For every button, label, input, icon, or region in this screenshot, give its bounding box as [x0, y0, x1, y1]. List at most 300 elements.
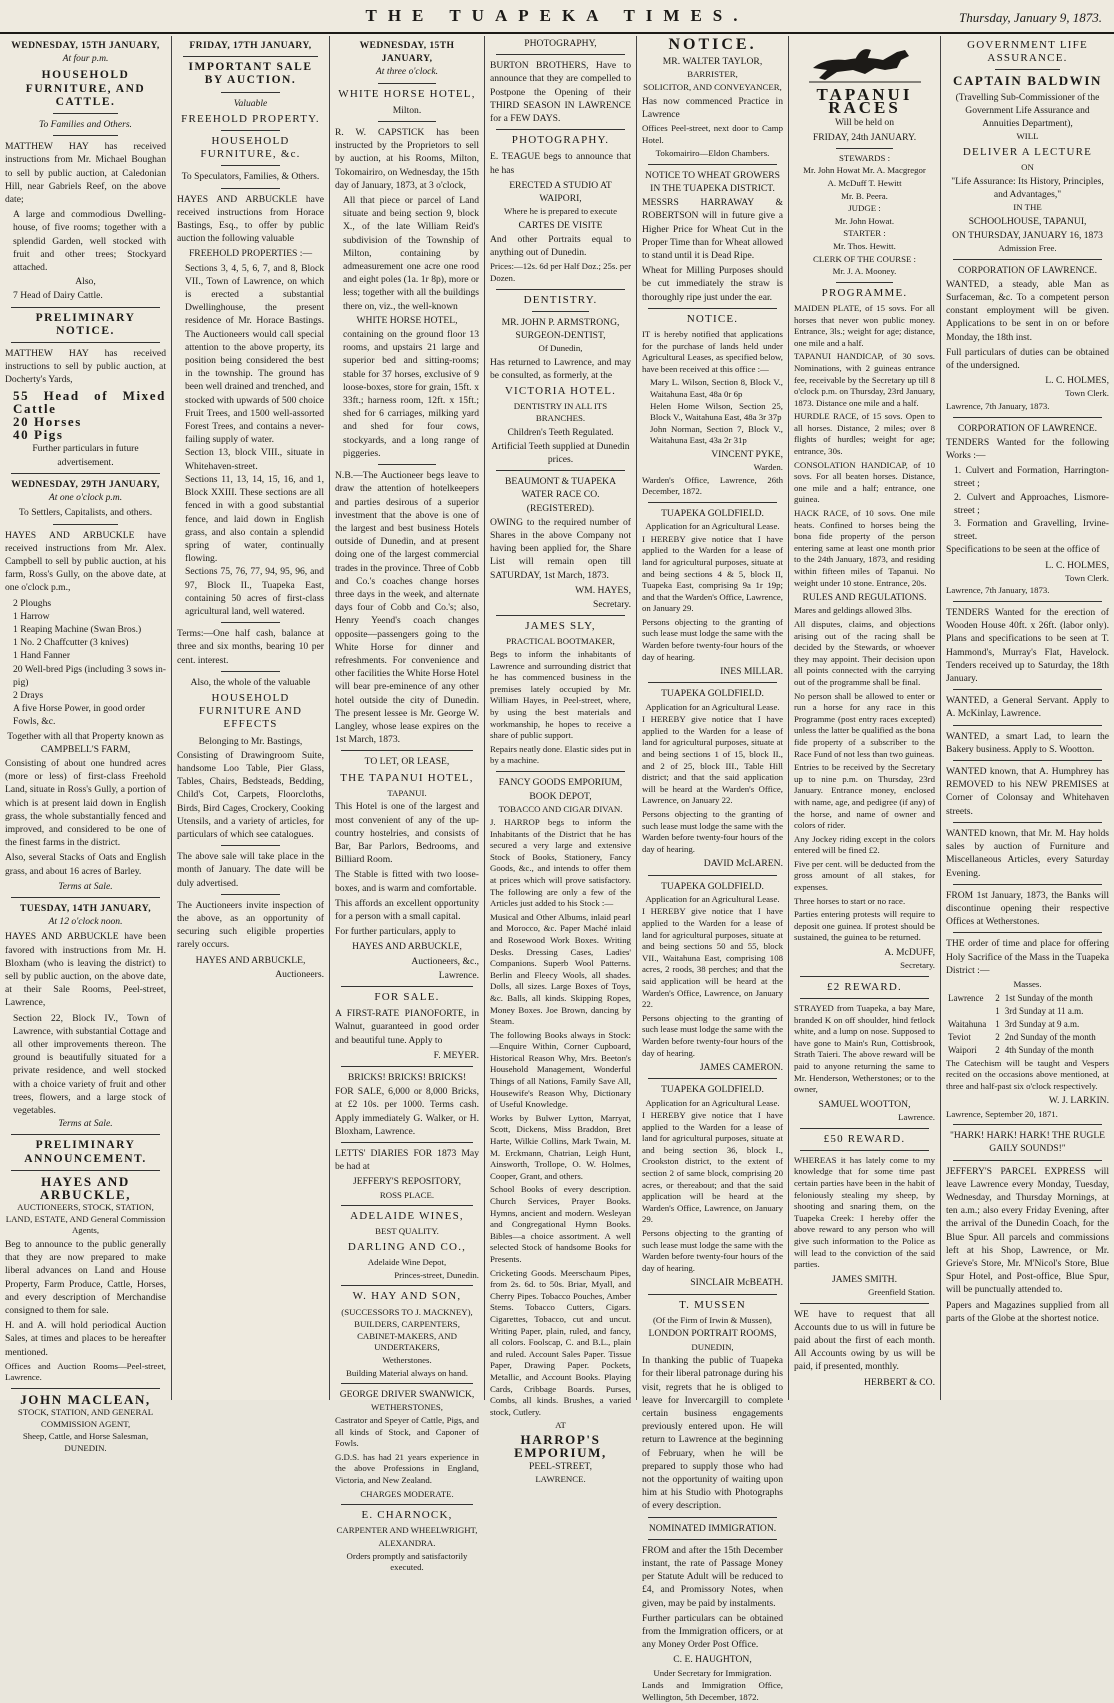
ad-body: I HEREBY give notice that I have applied to the Warden for a lease of land for agricultural purposes, situate at and being sections 1 of 15, block II., and 2 of 25, block III., Table Hill district; and that the said application will be heard at the Warden's Office, Lawrence, on January 22.	[642, 714, 783, 806]
ad-item: containing on the ground floor 13 rooms, and upstairs 21 large and superior bed and sitting-rooms; stable for 37 horses, exclusive of 9 loose-boxes, store for grain, 15ft. x 33ft.; harness room, 12ft. x 15ft.; shed for 6 carriages, milking yard and shed for four cows, stockyards, and a long range of piggeries.	[343, 329, 479, 459]
ad-title: JAMES SLY,	[525, 620, 596, 633]
table-cell: Waipori	[948, 1045, 977, 1056]
ad-subtitle: BARRISTER,	[687, 69, 738, 80]
ad-firm-sub: Sheep, Cattle, and Horse Salesman, DUNEDIN.	[22, 1431, 149, 1454]
ad-place: VICTORIA HOTEL.	[504, 385, 617, 398]
ad-title: TUAPEKA GOLDFIELD.	[661, 880, 764, 892]
table-cell: 2	[995, 992, 1000, 1003]
rule-entry: All disputes, claims, and objections arising out of the racing shall be decided by the Stewards, or whoever they may appoint. Their decision upon all points connected with the carrying out of the programme shall be final.	[794, 619, 935, 687]
ad-body: HAYES AND ARBUCKLE have received instructions from Mr. Alex. Campbell to sell by public auction, at his farm, Ross's Gully, on the above date, at one o'clock p.m.,	[5, 529, 166, 594]
table-cell: 1st Sunday of the month	[1004, 992, 1093, 1003]
ad-footer: CHARGES MODERATE.	[360, 1488, 454, 1499]
ad-person: Mr. J. A. Mooney.	[832, 266, 897, 277]
ad-body: OWING to the required number of Shares in the above Company not having been applied for, the Share List will remain open till SATURDAY, 1st March, 1873.	[490, 516, 631, 581]
column-7	[941, 36, 1114, 1400]
race-entry: CONSOLATION HANDICAP, of 10 sovs. For all beaten horses. Distance, one mile and a half; entrance, one guinea.	[794, 459, 935, 505]
ad-body: MESSRS HARRAWAY & ROBERTSON will in future give a Higher Price for Wheat Cut in the Proper Time than for Wheat allowed to stand until it is Dead Ripe.	[642, 197, 783, 261]
ad-subtitle: RULES AND REGULATIONS.	[802, 592, 927, 604]
ad-subtitle: TOBACCO AND CIGAR DIVAN.	[498, 804, 623, 815]
column-1	[0, 36, 172, 1454]
rule-entry: Three horses to start or no race.	[794, 895, 906, 906]
ad-signature: L. C. HOLMES,	[1045, 375, 1109, 387]
ad-body: Specifications to be seen at the office of	[946, 544, 1100, 556]
ad-title: FANCY GOODS EMPORIUM,	[498, 777, 623, 788]
table-row	[946, 1031, 1109, 1044]
rule-entry: No person shall be allowed to enter or run a horse for any race in this Programme (post entry races excepted) unless the latter be qualified as the bona fide property of a subscriber to the Race Fund of not less than two guineas.	[794, 690, 935, 759]
ad-subtitle: Belonging to Mr. Bastings,	[198, 735, 303, 747]
ad-firm: DARLING AND CO.,	[347, 1241, 467, 1254]
rule-entry: Parties entering protests will require to deposit one guinea. If protest should be sustained, the guinea to be returned.	[794, 909, 935, 943]
ad-person: Mr. B. Peera.	[841, 190, 888, 201]
ad-footer: Orders promptly and satisfactorily executed.	[346, 1550, 468, 1573]
ad-subtitle: Application for an Agricultural Lease.	[645, 701, 780, 712]
ad-role: JUDGE :	[848, 203, 881, 214]
ad-person: Mr. John Howat Mr. A. Macgregor	[803, 165, 926, 176]
ad-body: Beg to announce to the public generally that they are now prepared to make liberal advances on Land and House Property, Farm Produce, Cattle, Horses, and every description of Merchandise consigned to them for sale.	[5, 1239, 166, 1317]
ad-date: Lawrence, 7th January, 1873.	[946, 585, 1050, 596]
ad-place: SCHOOLHOUSE, TAPANUI,	[968, 215, 1087, 227]
column-6	[789, 36, 941, 1400]
ad-date: Lawrence, 7th January, 1873.	[946, 401, 1050, 412]
ad-date: FRIDAY, 17TH JANUARY,	[189, 40, 312, 51]
ad-item: Sections 11, 13, 14, 15, 16, and 1, Block XXIII. These sections are all fenced in with a good substantial fence, and laid down in English grass, and also contain a splendid spring of water, continually flowing.	[185, 473, 324, 565]
ad-signature: W. J. LARKIN.	[1048, 1095, 1109, 1107]
ad-subtitle: (SUCCESSORS TO J. MACKNEY),	[341, 1306, 473, 1317]
ad-title: BEAUMONT & TUAPEKA WATER RACE CO. (REGISTERED).	[504, 476, 617, 514]
ad-body: IT is hereby notified that applications for the purchase of lands held under Agricultural Leases, as specified below, have been received at this office :—	[642, 329, 783, 374]
ad-role: CLERK OF THE COURSE :	[813, 253, 916, 264]
ad-subtitle: WHITE HORSE HOTEL,	[356, 314, 458, 326]
ad-body: Persons objecting to the granting of such lease must lodge the same with the Warden before twenty-four hours of the day of hearing.	[642, 616, 783, 662]
ad-role: STEWARDS :	[838, 152, 891, 163]
ad-signature: WM. HAYES,	[575, 584, 631, 596]
ad-signature: Secretary.	[593, 599, 631, 611]
ad-signature: SINCLAIR McBEATH.	[690, 1277, 783, 1289]
ad-also: Also, the whole of the valuable	[190, 676, 311, 688]
ad-item: Helen Home Wilson, Section 25, Block V., Waitahuna East, 48a 3r 37p	[650, 400, 783, 423]
table-row	[946, 1044, 1109, 1057]
ad-body: Also, several Stacks of Oats and English grass, and about 16 acres of Barley.	[5, 852, 166, 877]
ad-item: 2. Culvert and Approaches, Lismore-street ;	[954, 491, 1109, 516]
rule-entry: Any Jockey riding except in the colors entered will be fined £2.	[794, 833, 935, 856]
ad-item: All that piece or parcel of Land situate and being section 9, block X., of the late William Reid's subdivision of the Township of Milton, containing by admeasurement one acre one rood and eight poles (1a. 1r 8p), more or less; together with all the buildings there on, viz., the well-known	[343, 195, 479, 312]
ad-signature: Greenfield Station.	[868, 1286, 935, 1297]
ad-item: A five Horse Power, in good order	[13, 703, 146, 715]
ad-place: WETHERSTONES,	[371, 1402, 443, 1413]
ad-subtitle: Application for an Agricultural Lease.	[645, 1097, 780, 1108]
table-cell: 2	[995, 1032, 1000, 1043]
ad-role: STARTER :	[843, 228, 886, 239]
ad-body: Castrator and Speyer of Cattle, Pigs, and all kinds of Stock, and Caponer of Fowls.	[335, 1414, 479, 1449]
column-5	[637, 36, 789, 1702]
table-cell: 1	[995, 1018, 1000, 1029]
ad-item: Mary L. Wilson, Section 8, Block V., Waitahuna East, 48a 0r 6p	[650, 377, 783, 399]
ad-body: FROM 1st January, 1873, the Banks will discontinue opening their respective Offices at Wetherstones.	[946, 889, 1109, 928]
ad-person: Mr. Thos. Hewitt.	[833, 240, 896, 251]
ad-body: H. and A. will hold periodical Auction Sales, at times and places to be hereafter mentioned.	[5, 1320, 166, 1358]
ad-body: WANTED known, that Mr. M. Hay holds sales by auction of Furniture and Miscellaneous Articles, every Saturday Evening.	[946, 827, 1109, 879]
ad-subtitle: IN THE	[1013, 202, 1042, 213]
ad-body: The above sale will take place in the month of January. The date will be duly advertised.	[177, 851, 324, 889]
ad-item: A large and commodious Dwelling-house, of five rooms; together with a splendid Garden, well stocked with fruit and other trees; Stockyard attached.	[13, 209, 166, 274]
ad-subtitle: MR. WALTER TAYLOR,	[662, 56, 763, 68]
ad-title: NOTICE.	[668, 36, 757, 53]
ad-body: HAYES AND ARBUCKLE have received instructions from Horace Bastings, Esq., to offer by public auction the following valuable	[177, 193, 324, 245]
ad-date: Lawrence, September 20, 1871.	[946, 1108, 1058, 1119]
race-entry: TAPANUI HANDICAP, of 30 sovs. Nominations, with 2 guineas entrance fee, receivable by the Secretary up till 8 o'clock p.m. on Thursday, 23rd January, 1873. Distance one mile and a half.	[794, 351, 935, 408]
ad-item: 1 Hand Fanner	[13, 650, 71, 662]
ad-body: I HEREBY give notice that I have applied to the Warden for a lease of land for agricultural purposes, situate at and being sections 4 & 5, block II, Tuapeka East, comprising 9a 1r 19p; and that the Warden's Office, Lawrence, on January 29.	[642, 533, 783, 614]
ad-terms: Terms:—One half cash, balance at three and six months, bearing 10 per cent. interest.	[177, 628, 324, 666]
race-entry: HACK RACE, of 10 sovs. One mile heats. Confined to horses being the bona fide property of the person entering same at least one month prior to the 24th January, 1873, and residing within fifteen miles of Tapanui. No weight under 10 stone. Entrance, 20s.	[794, 508, 935, 588]
ad-subtitle: CARTES DE VISITE	[518, 219, 603, 231]
table-cell: Waitahuna	[948, 1018, 987, 1029]
ad-firm: HAYES AND ARBUCKLE,	[39, 1173, 132, 1203]
ad-place: TAPANUI.	[387, 787, 427, 798]
ad-signature: VINCENT PYKE,	[711, 448, 783, 460]
ad-item: 1 No. 2 Chaffcutter (3 knives)	[13, 637, 129, 649]
ad-title: W. HAY AND SON,	[352, 1290, 462, 1303]
ad-time: At three o'clock.	[375, 66, 439, 78]
ad-title: TUAPEKA GOLDFIELD.	[661, 688, 764, 700]
ad-address: LAWRENCE.	[535, 1474, 586, 1485]
ad-list: School Books of every description. Church Services, Prayer Books. Hymns, ancient and modern. Wesleyan and Congregational Hymn Books. Bibles—a choice assortment. A well selected Stock of handsome Books for Presents.	[490, 1184, 631, 1264]
ad-office: Offices and Auction Rooms—Peel-street, Lawrence.	[5, 1360, 166, 1383]
ad-title: DENTISTRY.	[523, 293, 598, 306]
ad-office: Tokomairiro—Eldon Chambers.	[655, 148, 770, 159]
ad-signature: L. C. HOLMES,	[1045, 559, 1109, 571]
ad-signature: SAMUEL WOOTTON,	[818, 1098, 911, 1110]
ad-signature: Under Secretary for Immigration.	[653, 1667, 772, 1678]
ad-place: DUNEDIN,	[691, 1341, 734, 1352]
ad-body: MATTHEW HAY has received instructions from Mr. Michael Boughan to sell by public auction, at Caledonian Hill, near Gabriels Reef, on the above date;	[5, 141, 166, 206]
ad-title: TO LET, OR LEASE,	[364, 756, 450, 768]
rule-entry: Mares and geldings allowed 3lbs.	[794, 605, 913, 616]
ad-place: JEFFERY'S REPOSITORY,	[352, 1176, 461, 1188]
masthead-date: Thursday, January 9, 1873.	[959, 10, 1102, 25]
ad-item: Sections 3, 4, 5, 6, 7, and 8, Block VII., Town of Lawrence, on which is erected a substantial Dwellinghouse, the present residence of Mr. Horace Bastings. The Auctioneers would call special attention to the above property, its position being considered the best in the township. The ground has been well drained and trenched, and stocked with upwards of 500 choice Fruit Trees, and 1500 well-assorted Forest Trees, and contains a never-failing supply of water.	[185, 262, 324, 446]
ad-body: STRAYED from Tuapeka, a bay Mare, branded K on off shoulder, hind fetlock white, and a lump on nose. Supposed to have gone to Main's Run, Cottisbrook, Strath Taieri. The above reward will be paid to anyone returning the same to Mr. Henderson, Wetherstones; or to the owner,	[794, 1003, 935, 1095]
ad-signature: Auctioneers, &c.,	[411, 955, 479, 967]
ad-footer: Building Material always on hand.	[346, 1367, 468, 1378]
ad-body: And other Portraits equal to anything out of Dunedin.	[490, 234, 631, 259]
ad-title: IMPORTANT SALE BY AUCTION.	[188, 61, 313, 87]
ad-item: 55 Head of Mixed Cattle	[13, 387, 166, 416]
ad-title: CORPORATION OF LAWRENCE.	[957, 422, 1098, 434]
ad-subtitle: AT	[555, 1420, 566, 1431]
ad-signature: Auctioneers.	[275, 968, 324, 980]
table-cell: 3rd Sunday at 11 a.m.	[1004, 1005, 1084, 1016]
race-entry: HURDLE RACE, of 15 sovs. Open to all horses. Distance, 2 miles; over 8 flights of hurdles; weight for age; entrance, 30s.	[794, 411, 935, 457]
ad-item: John Norman, Section 7, Block V., Waitahuna East, 43a 2r 31p	[650, 423, 783, 446]
ad-audience: To Families and Others.	[39, 119, 132, 131]
ad-body: The Catechism will be taught and Vespers recited on the occasions above mentioned, at three and half-past six o'clock respectively.	[946, 1057, 1109, 1091]
ad-signature: A. McDUFF,	[884, 947, 935, 959]
ad-subtitle: DENTISTRY IN ALL ITS BRANCHES.	[513, 401, 608, 424]
ad-title: WHITE HORSE HOTEL,	[338, 87, 476, 100]
ad-title: NOTICE.	[686, 312, 739, 325]
ad-body: FOR SALE, 6,000 or 8,000 Bricks, at £2 10s. per 1000. Terms cash. Apply immediately G. Walker, or H. Bloxham, Lawrence.	[335, 1086, 479, 1137]
ad-body: In thanking the public of Tuapeka for their liberal patronage during his visit, regrets that he is obliged to leave for Invercargill to complete certain business engagements previously entered upon. He will return to Lawrence at the beginning of February, when he will be prepared to supply those who had not the opportunity of waiting upon him at his Studio with Photographs of every description.	[642, 1355, 783, 1512]
ad-body: For further particulars, apply to	[335, 926, 456, 938]
ad-subtitle: ON	[1021, 162, 1034, 173]
mass-schedule-table	[946, 992, 1109, 1058]
ad-title: BRICKS! BRICKS! BRICKS!	[347, 1072, 467, 1084]
ad-body: JEFFERY'S PARCEL EXPRESS will leave Lawrence every Monday, Tuesday, Wednesday, and Thursday Mornings, at ten a.m.; also every Friday Evening, after the arrival of the Dunedin Coach, for the Blue Spur. All parcels and commissions left at his Shop, Lawrence, or Mr. Grieve's Store, Mr. M'Nicol's Store, Blue Spur Hotel, and Post-office, Blue Spur, will be punctually attended to.	[946, 1165, 1109, 1296]
ad-firm: HARROP'S EMPORIUM,	[514, 1431, 607, 1461]
ad-title: THE TAPANUI HOTEL,	[340, 771, 474, 784]
ad-body: A FIRST-RATE PIANOFORTE, in Walnut, guaranteed in good order and beautiful tune. Apply to	[335, 1008, 479, 1046]
ad-footer: Admission Free.	[998, 243, 1057, 254]
ad-title: HOUSEHOLD FURNITURE, AND CATTLE.	[25, 69, 146, 108]
ad-item: 20 Well-bred Pigs (including 3 sows in-pig)	[13, 663, 166, 688]
table-cell: 1	[995, 1005, 1000, 1016]
table-cell: 2	[995, 1045, 1000, 1056]
ad-body: N.B.—The Auctioneer begs leave to draw the attention of hotelkeepers and parties desirous of a superior investment that the above is one of the largest and best business Hotels outside of Dunedin, and at present doing one of the largest commercial trades in the province. Three of Cobb and Co.'s coaches change horses three days in the week, and alternate days four of Cobb and Co.'s; also, Henry Yeend's coach changes opposite—passengers going to the White Horse for dinner and refreshments. For convenience and other facilities the White Horse Hotel will bear pre-eminence of any other hotel outside the city of Dunedin. The present lessee is Mr. George W. Langley, whose lease expires on the 1st March, 1873.	[335, 470, 479, 746]
ad-subtitle: Masses.	[1013, 978, 1042, 989]
ad-date: FRIDAY, 24th JANUARY.	[812, 131, 917, 143]
ad-body: Consisting of about one hundred acres (more or less) of first-class Freehold Land, situate in Ross's Gully, a portion of which is at present laid down in English grass, the whole substantially fenced and improved, and considered to be one of the finest farms in the district.	[5, 757, 166, 849]
ad-body: Has now commenced Practice in Lawrence	[642, 95, 783, 120]
ad-firm: JOHN MACLEAN,	[20, 1392, 151, 1408]
ad-time: At 12 o'clock noon.	[48, 916, 123, 928]
ad-body: WANTED known, that A. Humphrey has REMOVED to his NEW PREMISES at Corner of Colonsay and Whitehaven streets.	[946, 766, 1109, 817]
ad-body: G.D.S. has had 21 years experience in the above Professions in England, Victoria, and New Zealand.	[335, 1451, 479, 1485]
ad-time: At one o'clock p.m.	[48, 492, 123, 504]
ad-body: R. W. CAPSTICK has been instructed by the Proprietors to sell by auction, at his Rooms, Milton, Tokomairiro, on Wednesday, the 15th day of January, 1873, at 3 o'clock,	[335, 127, 479, 191]
ad-item: 3. Formation and Gravelling, Irvine-street.	[954, 518, 1109, 543]
ad-address: Adelaide Wine Depot,	[367, 1257, 447, 1268]
ad-subtitle: Where he is prepared to execute	[503, 206, 618, 217]
ad-list: Musical and Other Albums, inlaid pearl and Morocco, &c. Paper Maché inlaid and Rosewood Work Boxes. Writing Desks. Dressing Cases, Ladies' Companions. Superb Wool Patterns. Berlin and Fleecy Wools, all shades. Dolls, all sizes. Large Boxes of Toys, &c. Balls, all kinds. Skipping Ropes, Money Boxes. Joe Brown, dancing by Steam.	[490, 911, 631, 1027]
column-2	[172, 36, 330, 1400]
ad-item: 1. Culvert and Formation, Harrington-street ;	[954, 465, 1109, 490]
ad-body: E. TEAGUE begs to announce that he has	[490, 151, 631, 176]
ad-item: 1 Harrow	[13, 610, 50, 622]
ad-body: Persons objecting to the granting of such lease must lodge the same with the Warden before twenty-four hours of the day of hearing.	[642, 1228, 783, 1273]
ad-subtitle: Artificial Teeth supplied at Dunedin prices.	[491, 440, 630, 466]
table-cell: 4th Sunday of the month	[1004, 1045, 1094, 1056]
ad-signature: Town Clerk.	[1065, 572, 1109, 583]
ad-item: 1 Reaping Machine (Swan Bros.)	[13, 623, 142, 635]
ad-signature: INES MILLAR.	[720, 666, 783, 678]
column-3	[330, 36, 485, 1573]
ad-subtitle: Will be held on	[834, 117, 895, 129]
ad-signature: DAVID McLAREN.	[703, 858, 783, 870]
ad-signature: Secretary.	[900, 960, 935, 971]
ad-body: WE have to request that all Accounts due to us will in future be paid about the first of each month. All Accounts owing by us will be paid, if presented, monthly.	[794, 1308, 935, 1373]
ad-place: ALEXANDRA.	[378, 1537, 436, 1548]
ad-prices: Prices:—12s. 6d per Half Doz.; 25s. per Dozen.	[490, 261, 631, 284]
table-cell: Teviot	[948, 1032, 971, 1043]
ad-body: The Auctioneers invite inspection of the above, as an opportunity of securing such eligible properties rarely occurs.	[177, 899, 324, 951]
ad-body: J. HARROP begs to inform the Inhabitants of the District that he has secured a very large and extensive Stock of Books, Stationery, Fancy Goods, &c., and intends to offer them at prices which will prove satisfactory. The following are only a few of the Articles just added to his Stock :—	[490, 817, 631, 909]
ad-item: Sections 75, 76, 77, 94, 95, 96, and 97, Block II., Tuapeka East, containing 50 acres of first-class agricultural land, well watered.	[185, 566, 324, 617]
ad-body: LETTS' DIARIES FOR 1873 May be had at	[335, 1148, 479, 1173]
ad-subtitle: (Of the Firm of Irwin & Mussen),	[653, 1314, 772, 1325]
ad-body: "Life Assurance: Its History, Principles, and Advantages,"	[951, 175, 1104, 200]
ad-firm-sub: STOCK, STATION, AND GENERAL COMMISSION AGENT,	[17, 1407, 154, 1429]
ad-audience: To Settlers, Capitalists, and others.	[18, 507, 153, 519]
ad-body: Papers and Magazines supplied from all parts of the Globe at the shortest notice.	[946, 1299, 1109, 1324]
ad-body: Repairs neatly done. Elastic sides put in by a machine.	[490, 743, 631, 766]
ad-body: This Hotel is one of the largest and most convenient of any of the up-country hostelries, and consists of Bar, Bar Parlors, Bedrooms, and Billiard Room.	[335, 801, 479, 866]
ad-body: TENDERS Wanted for the following Works :—	[946, 436, 1109, 462]
ad-item: Section 22, Block IV., Town of Lawrence, with substantial Cottage and all other improvements thereon. The ground is beautifully situated for a private residence, and well stocked with a choice variety of fruit and other trees, flowers, and a large stock of vegetables.	[13, 1012, 166, 1117]
ad-subtitle: PRACTICAL BOOTMAKER,	[506, 636, 615, 647]
ad-office: Warden's Office, Lawrence, 26th December, 1872.	[642, 474, 783, 497]
ad-office: Offices Peel-street, next door to Camp Hotel.	[642, 123, 783, 145]
ad-subtitle: Children's Teeth Regulated.	[507, 426, 614, 438]
ad-title: NOTICE TO WHEAT GROWERS IN THE TUAPEKA DISTRICT.	[645, 169, 780, 194]
ad-trade: BUILDERS, CARPENTERS, CABINET-MAKERS, AND UNDERTAKERS,	[354, 1319, 460, 1353]
ad-body: Has returned to Lawrence, and may be consulted, as formerly, at the	[490, 356, 631, 382]
ad-body: I HEREBY give notice that I have applied to the Warden for a lease of land for agricultural purposes, situate at and being section 36, block I., Crookston district, to the extent of section 2 of same block, comprising 20 acres, or thereabout; and that the said application will be heard at the Warden's Office, Lawrence, on January 29.	[642, 1110, 783, 1225]
ad-signature: HAYES AND ARBUCKLE,	[352, 941, 462, 953]
ad-body: WANTED, a General Servant. Apply to A. McKinlay, Lawrence.	[946, 695, 1109, 720]
ad-body: MATTHEW HAY has received instructions to sell by public auction, at Docherty's Yards,	[5, 348, 166, 386]
ad-subtitle: DELIVER A LECTURE	[962, 145, 1093, 158]
ad-item: 2 Drays	[13, 689, 44, 701]
ad-title: £50 REWARD.	[823, 1132, 906, 1145]
ad-subtitle: FREEHOLD PROPERTY.	[181, 112, 320, 125]
ad-signature: F. MEYER.	[433, 1049, 479, 1061]
ad-trade: CARPENTER AND WHEELWRIGHT,	[336, 1525, 478, 1536]
ad-subtitle: Application for an Agricultural Lease.	[645, 521, 780, 532]
masthead	[0, 0, 1114, 34]
ad-person: Mr. John Howat.	[834, 215, 895, 226]
ad-firm-sub: AUCTIONEERS, STOCK, STATION, LAND, ESTATE, AND General Commission Agents,	[5, 1202, 166, 1236]
table-cell	[946, 1005, 993, 1018]
race-entry: MAIDEN PLATE, of 15 sovs. For all horses that never won public money. Entrance, 3ls.; weight for age; distance, one mile and a half.	[794, 302, 935, 348]
ad-body: HAYES AND ARBUCKLE have been favored with instructions from Mr. H. Bloxham (who is leaving the district) to sell by public auction, on the above date, at their Sale Rooms, Peel-street, Lawrence,	[5, 931, 166, 1009]
ad-item: 20 Horses	[13, 414, 82, 430]
table-cell: 3rd Sunday at 9 a.m.	[1004, 1018, 1080, 1029]
ad-title: TUAPEKA GOLDFIELD.	[661, 1084, 764, 1096]
ad-title: GOVERNMENT LIFE ASSURANCE.	[967, 39, 1088, 65]
ad-subtitle: HOUSEHOLD FURNITURE AND EFFECTS	[198, 691, 303, 731]
ad-address: Princes-street, Dunedin.	[394, 1269, 479, 1280]
ad-body: Further particulars can be obtained from the Immigration officers, or at any Money Order Post Office.	[642, 1612, 783, 1651]
ad-title: PHOTOGRAPHY,	[524, 38, 597, 49]
ad-title: £2 REWARD.	[827, 980, 902, 993]
ad-item: Section 13, block VIII., situate in Whitehaven-street.	[185, 447, 324, 472]
ad-body: Begs to inform the inhabitants of Lawrence and surrounding district that he has commenced business in the premises lately occupied by Mr. William Hayes, in Peel-street, where, by using the best materials and workmanship, he hopes to receive a share of public support.	[490, 649, 631, 741]
ad-place: Milton.	[392, 104, 422, 116]
ad-body: FROM and after the 15th December instant, the rate of Passage Money per Statute Adult will be reduced to £4, and Promissory Notes, when given, may be paid by instalments.	[642, 1544, 783, 1609]
ad-body: BURTON BROTHERS, Have to announce that they are compelled to Postpone the Opening of their THIRD SEASON IN LAWRENCE for a FEW DAYS.	[490, 60, 631, 125]
ad-signature: Warden.	[753, 462, 783, 473]
ad-terms: Terms at Sale.	[58, 1118, 113, 1130]
ad-body: Full particulars of duties can be obtained of the undersigned.	[946, 346, 1109, 372]
table-row	[946, 992, 1109, 1005]
ad-title: ADELAIDE WINES,	[350, 1210, 464, 1223]
ad-subtitle: PROGRAMME.	[821, 286, 908, 299]
ad-place: ROSS PLACE.	[379, 1189, 435, 1200]
ad-body: I HEREBY give notice that I have applied to the Warden for a lease of land for agricultural purposes, situate at and being sections 50 and 55, block VII., Waitahuna East, comprising 108 acres, 2 roods, 38 perches; and that the said application will be heard at the Warden's Office, Lawrence, on January 22.	[642, 906, 783, 1010]
ad-title: TUAPEKA GOLDFIELD.	[661, 507, 764, 519]
ad-signature: JAMES SMITH.	[831, 1273, 898, 1285]
ad-body: The Stable is fitted with two loose-boxes, and is warm and comfortable.	[335, 869, 479, 894]
ad-body: THE order of time and place for offering Holy Sacrifice of the Mass in the Tuapeka District :—	[946, 938, 1109, 976]
ad-body: Persons objecting to the granting of such lease must lodge the same with the Warden before twenty-four hours of the day of hearing.	[642, 809, 783, 854]
ad-title: PHOTOGRAPHY.	[511, 134, 610, 147]
ad-list: Works by Bulwer Lytton, Marryat, Scott, Dickens, Miss Braddon, Bret Harte, Wilkie Collins, Mark Twain, M. M. Erckmann, Chatrian, Leigh Hunt, Ainsworth, Trollope, O. W. Holmes, Cooper, Grant, and others.	[490, 1112, 631, 1181]
ad-signature: JAMES CAMERON.	[699, 1062, 783, 1074]
ad-subtitle: Valuable	[233, 97, 268, 109]
ad-address: Lands and Immigration Office, Wellington, 5th December, 1872.	[642, 1680, 783, 1702]
ad-address: PEEL-STREET,	[529, 1461, 592, 1473]
table-cell: 2nd Sunday of the month	[1004, 1032, 1096, 1043]
ad-place: Of Dunedin,	[538, 343, 583, 354]
ad-footer: Further particulars in future advertisement.	[32, 443, 139, 468]
ad-place: Wetherstones.	[382, 1355, 432, 1365]
ad-signature: Town Clerk.	[1065, 388, 1109, 399]
ad-title: FOR SALE.	[374, 991, 440, 1003]
ad-body: This affords an excellent opportunity for a person with a small capital.	[335, 897, 479, 922]
table-row	[946, 1018, 1109, 1031]
ad-also: Also,	[75, 276, 96, 288]
ad-signature: HERBERT & CO.	[864, 1376, 935, 1388]
ad-list: Cricketing Goods. Meerschaum Pipes, from 2s. 6d. to 50s. Briar, Myall, and Cherry Pipes. Tobacco Pouches, Amber Stems. Tobacco Cutters, Cigars. Cigarettes, Tobacco, cut and uncut. Writing Paper, plain, ruled, and fancy, all colors. Foolscap, C. and B.L., plain and ruled. Account Sales Paper. Tissue Paper, Drawing Paper. Pockets, Metallic, and Account Books. Playing Cards, Cribbage Boards. Purses, Combs, all kinds. Brushes, a varied stock, Cutlery.	[490, 1267, 631, 1417]
ad-subtitle: FREEHOLD PROPERTIES :—	[188, 248, 313, 260]
ad-item: 40 Pigs	[13, 427, 64, 443]
ad-date: WEDNESDAY, 29TH JANUARY,	[11, 478, 160, 490]
table-cell: Lawrence	[948, 992, 984, 1003]
ad-date: WEDNESDAY, 15TH JANUARY,	[359, 40, 455, 65]
ad-body: (Travelling Sub-Commissioner of the Government Life Assurance and Annuities Department),	[955, 91, 1100, 130]
ad-person: A. McDuff T. Hewitt	[827, 178, 902, 188]
ad-firm: LONDON PORTRAIT ROOMS,	[648, 1328, 777, 1340]
ad-body: TENDERS Wanted for the erection of Wooden House 40ft. x 26ft. (labor only). Plans and specifications to be seen at T. Hammond's, Murray's Flat, Havelock. Tenders received up to Saturday, the 18th January.	[946, 607, 1109, 685]
ad-subtitle: BEST QUALITY.	[375, 1226, 439, 1237]
ad-item: 7 Head of Dairy Cattle.	[13, 290, 103, 302]
ad-subtitle: Application for an Agricultural Lease.	[645, 893, 780, 904]
ad-audience: To Speculators, Families, & Others.	[181, 171, 320, 183]
ad-item: Fowls, &c.	[13, 716, 56, 728]
table-row	[946, 1005, 1109, 1018]
ad-title: PRELIMINARY ANNOUNCEMENT.	[24, 1139, 147, 1165]
ad-title: E. CHARNOCK,	[361, 1509, 453, 1522]
ad-terms: Terms at Sale.	[58, 880, 113, 892]
racehorse-icon	[805, 38, 925, 86]
ad-body: WANTED, a smart Lad, to learn the Bakery business. Apply to S. Wootton.	[946, 730, 1109, 755]
ad-body: Wheat for Milling Purposes should be cut immediately the straw is thoroughly ripe just under the ear.	[642, 265, 783, 303]
masthead-title: THE TUAPEKA TIMES.	[365, 6, 749, 25]
ad-subtitle: WILL	[1016, 131, 1039, 142]
ad-signature: Lawrence.	[898, 1111, 935, 1122]
ad-signature: HAYES AND ARBUCKLE,	[195, 954, 306, 966]
ad-body: Consisting of Drawingroom Suite, handsome Loo Table, Pier Glass, Tables, Chairs, Bedsteads, Bedding, Child's Cot, Carpets, Floorcloths, Birds, Bird Cages, Crockery, Cooking Utensils, and a variety of articles, for particulars of which see catalogues.	[177, 749, 324, 840]
ad-date: ON THURSDAY, JANUARY 16, 1873	[952, 229, 1103, 241]
ad-subtitle: HOUSEHOLD FURNITURE, &c.	[200, 135, 301, 161]
ad-title: NOMINATED IMMIGRATION.	[648, 1522, 777, 1534]
ad-title: PRELIMINARY NOTICE.	[35, 311, 136, 337]
ad-body: Persons objecting to the granting of such lease must lodge the same with the Warden before twenty-four hours of the day of hearing.	[642, 1012, 783, 1058]
ad-title: TAPANUI RACES	[816, 85, 913, 118]
ad-date: WEDNESDAY, 15TH JANUARY,	[11, 40, 160, 51]
ad-body: WHEREAS it has lately come to my knowledge that for some time past certain parties have been in the habit of feloniously stealing my sheep, by shooting and snaring them, on the Tuapeka Creek: I hereby offer the above reward to any person who will give such information to the Police as will lead to the conviction of the said parties.	[794, 1154, 935, 1270]
rule-entry: Entries to be received by the Secretary up to nine p.m. on Thursday, 23rd January. Entrance money, enclosed with name, age, and pedigree (if any) of the horse, and name of owner and colors of rider.	[794, 762, 935, 831]
column-4	[485, 36, 637, 1485]
ad-subtitle: CAPTAIN BALDWIN	[952, 73, 1103, 89]
ad-subtitle: ERECTED A STUDIO AT WAIPORI,	[509, 179, 612, 205]
ad-subtitle: BOOK DEPOT,	[529, 791, 592, 803]
ad-list: The following Books always in Stock:—Enquire Within, Corner Cupboard, Historical Reason Why, Mrs. Beeton's Household Management, Wonderful Things of all Nations, Family Save All, Housewife's Reason Why, Dictionary of Useful Knowledge.	[490, 1029, 631, 1110]
ad-time: At four p.m.	[62, 53, 109, 65]
rule-entry: Five per cent. will be deducted from the gross amount of all stakes, for expenses.	[794, 858, 935, 893]
ad-signature: Lawrence.	[438, 969, 479, 981]
